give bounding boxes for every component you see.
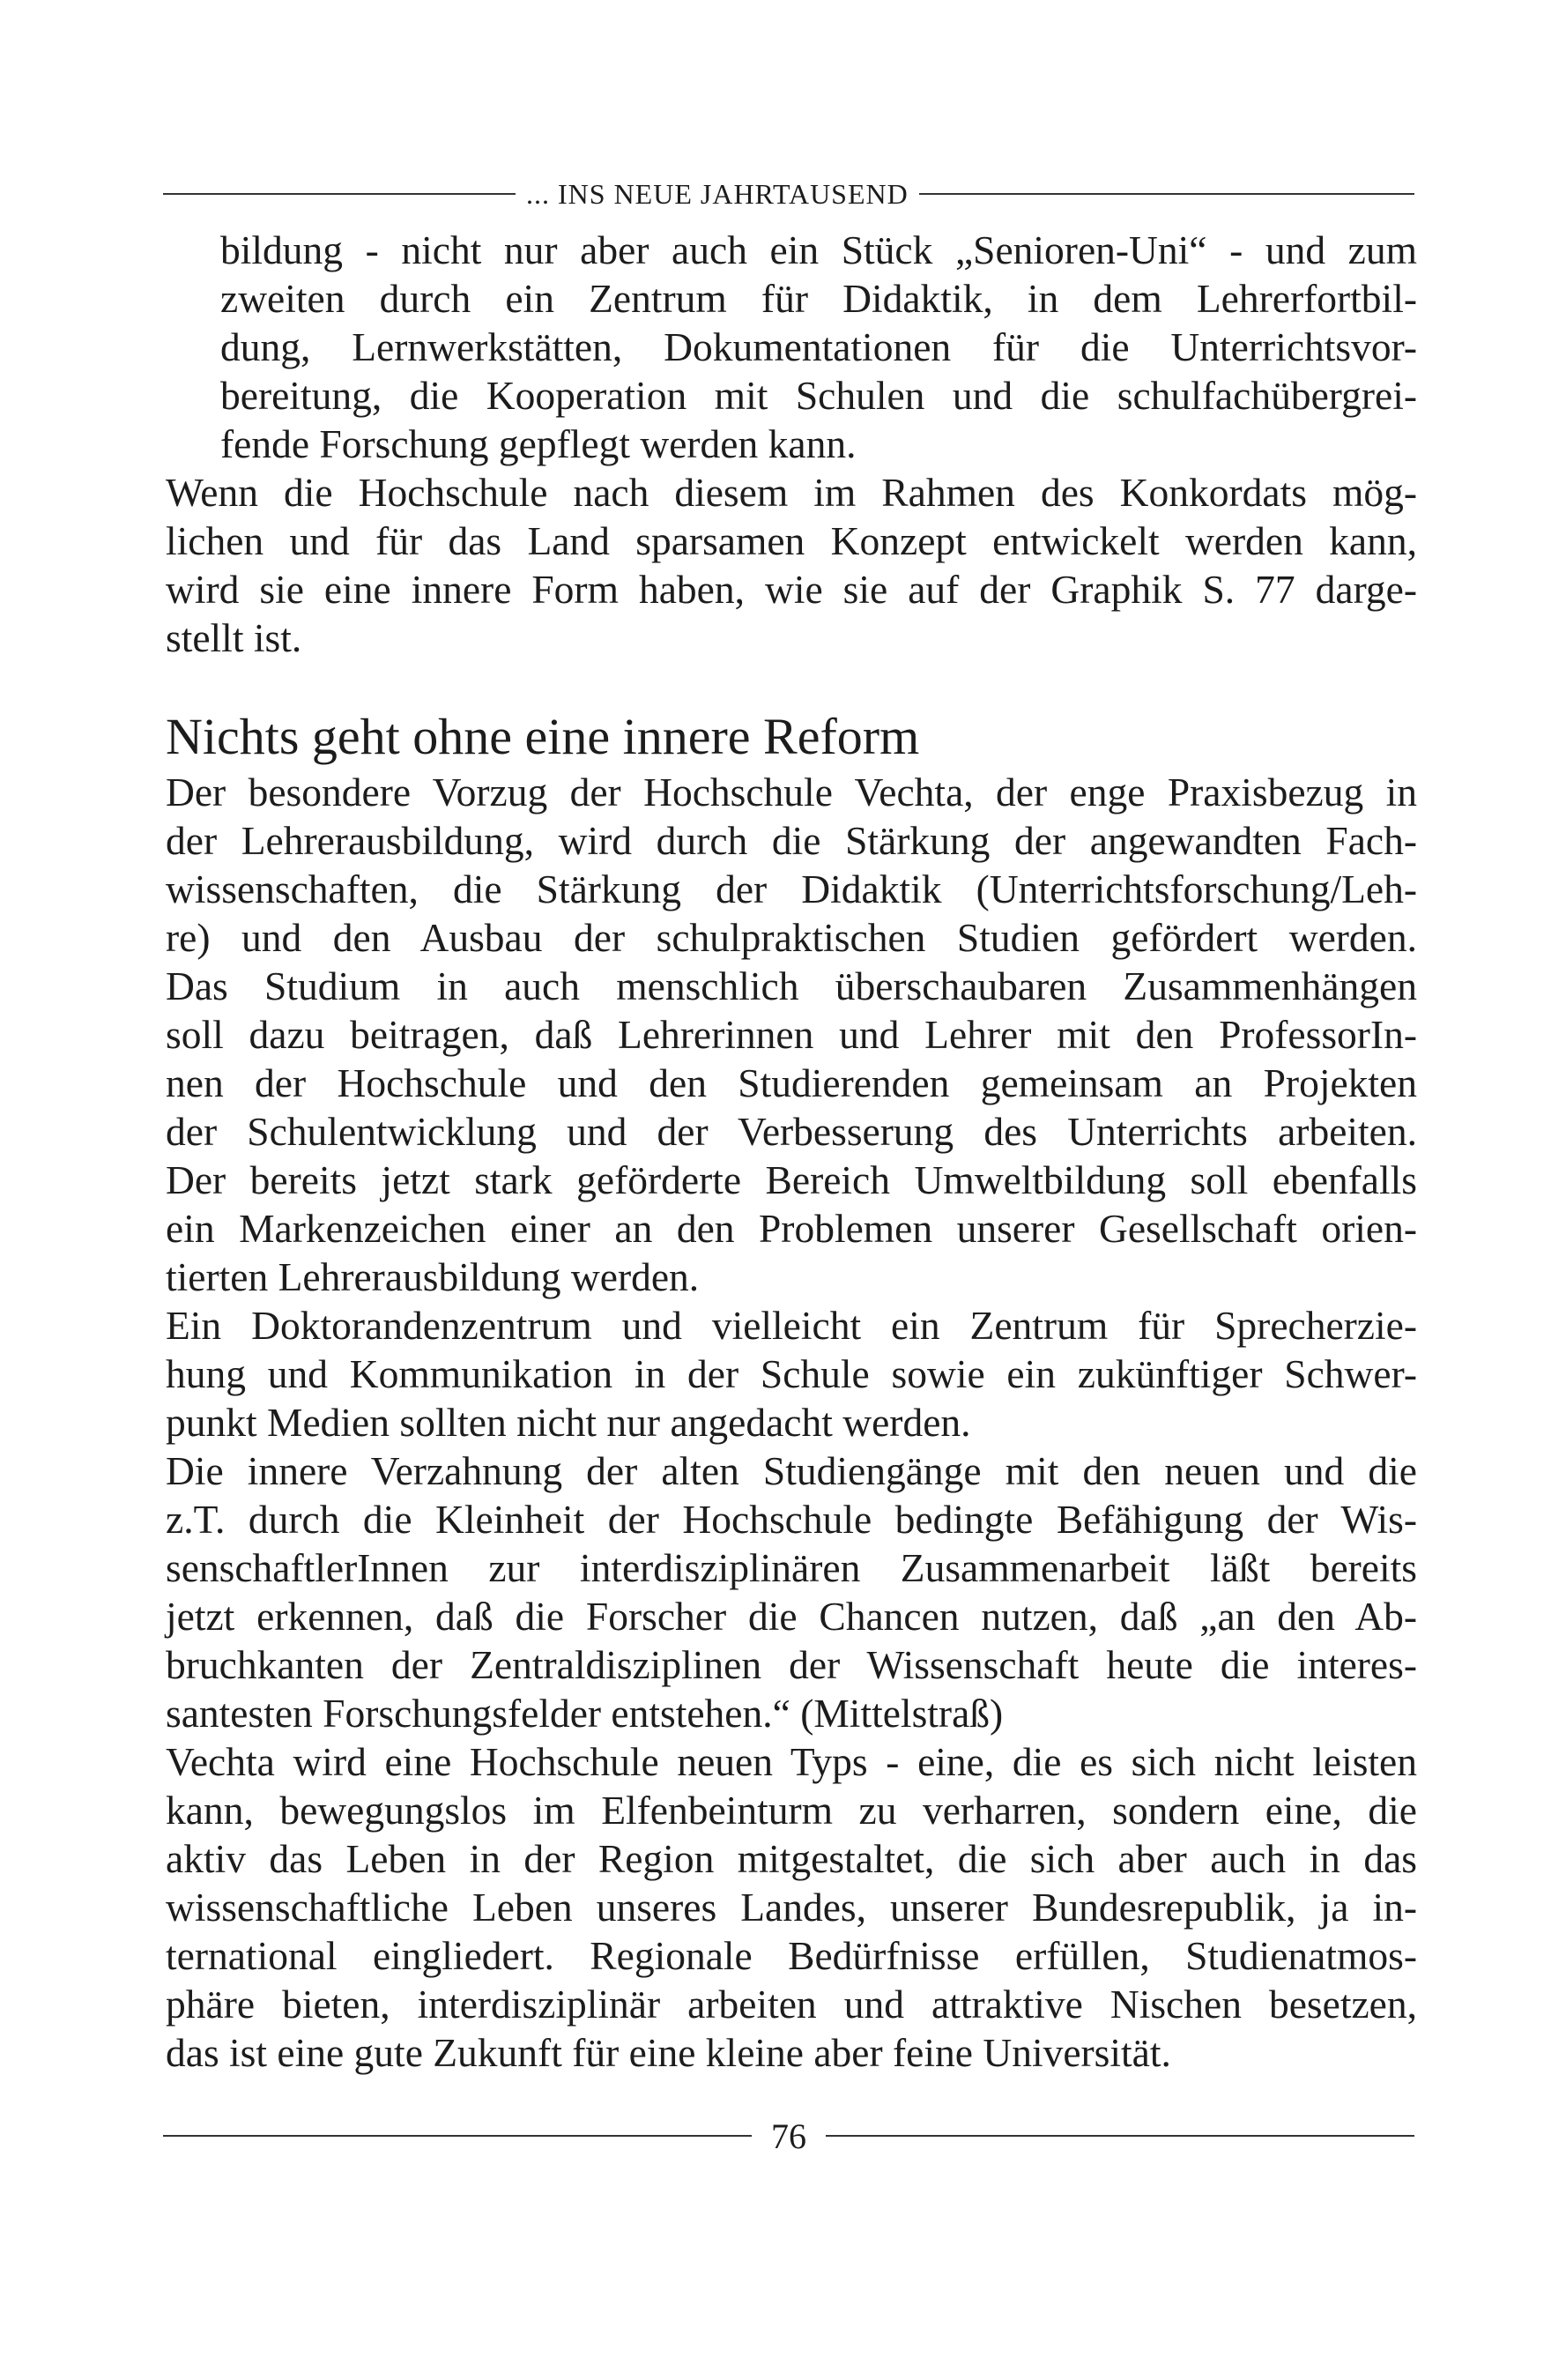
text-line: bruchkanten der Zentraldisziplinen der Wissenschaft heute die interes- xyxy=(166,1642,1417,1687)
text-line: stellt ist. xyxy=(166,615,302,660)
text-line: fende Forschung gepflegt werden kann. xyxy=(220,421,857,466)
text-line: wird sie eine innere Form haben, wie sie auf der Graphik S. 77 darge- xyxy=(166,567,1417,612)
text-line: punkt Medien sollten nicht nur angedacht werden. xyxy=(166,1400,971,1445)
paragraph xyxy=(166,1737,1417,2077)
text-line: jetzt erkennen, daß die Forscher die Chancen nutzen, daß „an den Ab- xyxy=(166,1594,1417,1639)
paragraph xyxy=(166,468,1417,662)
text-line: lichen und für das Land sparsamen Konzept entwickelt werden kann, xyxy=(166,518,1417,563)
page-body xyxy=(166,226,1417,2077)
paragraph-continued xyxy=(166,226,1417,468)
text-line: Der bereits jetzt stark geförderte Bereich Umweltbildung soll ebenfalls xyxy=(166,1157,1417,1202)
text-line: Die innere Verzahnung der alten Studiengänge mit den neuen und die xyxy=(166,1448,1417,1493)
text-line: santesten Forschungsfelder entstehen.“ (Mittelstraß) xyxy=(166,1691,1004,1736)
text-line: wissenschaftliche Leben unseres Landes, unserer Bundesrepublik, ja in- xyxy=(166,1885,1417,1930)
text-line: phäre bieten, interdisziplinär arbeiten und attraktive Nischen besetzen, xyxy=(166,1982,1417,2027)
text-line: z.T. durch die Kleinheit der Hochschule bedingte Befähigung der Wis- xyxy=(166,1497,1417,1542)
text-line: ternational eingliedert. Regionale Bedürfnisse erfüllen, Studienatmos- xyxy=(166,1933,1417,1978)
text-line: Vechta wird eine Hochschule neuen Typs - eine, die es sich nicht leisten xyxy=(166,1739,1417,1784)
text-line: senschaftlerInnen zur interdisziplinären Zusammenarbeit läßt bereits xyxy=(166,1545,1417,1590)
running-header xyxy=(163,173,1414,215)
paragraph xyxy=(166,768,1417,1301)
text-line: aktiv das Leben in der Region mitgestaltet, die sich aber auch in das xyxy=(166,1836,1417,1881)
text-line: Ein Doktorandenzentrum und vielleicht ein Zentrum für Sprecherzie- xyxy=(166,1303,1417,1348)
text-line: ein Markenzeichen einer an den Problemen unserer Gesellschaft orien- xyxy=(166,1206,1417,1251)
paragraph xyxy=(166,1301,1417,1447)
text-line: das ist eine gute Zukunft für eine kleine aber feine Universität. xyxy=(166,2030,1171,2075)
page-footer xyxy=(163,2114,1414,2158)
text-line: bildung - nicht nur aber auch ein Stück „Senioren-Uni“ - und zum xyxy=(220,227,1417,272)
footer-rule-right xyxy=(826,2135,1414,2137)
text-line: hung und Kommunikation in der Schule sowie ein zukünftiger Schwer- xyxy=(166,1351,1417,1396)
text-line: der Schulentwicklung und der Verbesserung des Unterrichts arbeiten. xyxy=(166,1109,1417,1154)
text-line: Das Studium in auch menschlich überschaubaren Zusammenhängen xyxy=(166,963,1417,1008)
text-line: soll dazu beitragen, daß Lehrerinnen und Lehrer mit den ProfessorIn- xyxy=(166,1012,1417,1057)
header-rule-right xyxy=(919,193,1414,195)
text-line: der Lehrerausbildung, wird durch die Stärkung der angewandten Fach- xyxy=(166,818,1417,863)
text-line: re) und den Ausbau der schulpraktischen Studien gefördert werden. xyxy=(166,915,1417,960)
text-line: nen der Hochschule und den Studierenden gemeinsam an Projekten xyxy=(166,1060,1417,1105)
text-line: kann, bewegungslos im Elfenbeinturm zu verharren, sondern eine, die xyxy=(166,1788,1417,1833)
text-line: tierten Lehrerausbildung werden. xyxy=(166,1254,700,1299)
header-rule-left xyxy=(163,193,516,195)
page-number: 76 xyxy=(771,2116,806,2156)
text-line: zweiten durch ein Zentrum für Didaktik, in dem Lehrerfortbil- xyxy=(220,276,1417,321)
running-title: ... INS NEUE JAHRTAUSEND xyxy=(526,177,909,210)
text-line: Der besondere Vorzug der Hochschule Vechta, der enge Praxisbezug in xyxy=(166,770,1417,814)
text-line: wissenschaften, die Stärkung der Didaktik (Unterrichtsforschung/Leh- xyxy=(166,866,1417,911)
text-line: Wenn die Hochschule nach diesem im Rahmen des Konkordats mög- xyxy=(166,470,1417,515)
footer-rule-left xyxy=(163,2135,752,2137)
section-heading: Nichts geht ohne eine innere Reform xyxy=(166,708,920,765)
paragraph xyxy=(166,1447,1417,1737)
text-line: bereitung, die Kooperation mit Schulen und die schulfachübergrei- xyxy=(220,373,1417,418)
text-line: dung, Lernwerkstätten, Dokumentationen für die Unterrichtsvor- xyxy=(220,324,1417,369)
